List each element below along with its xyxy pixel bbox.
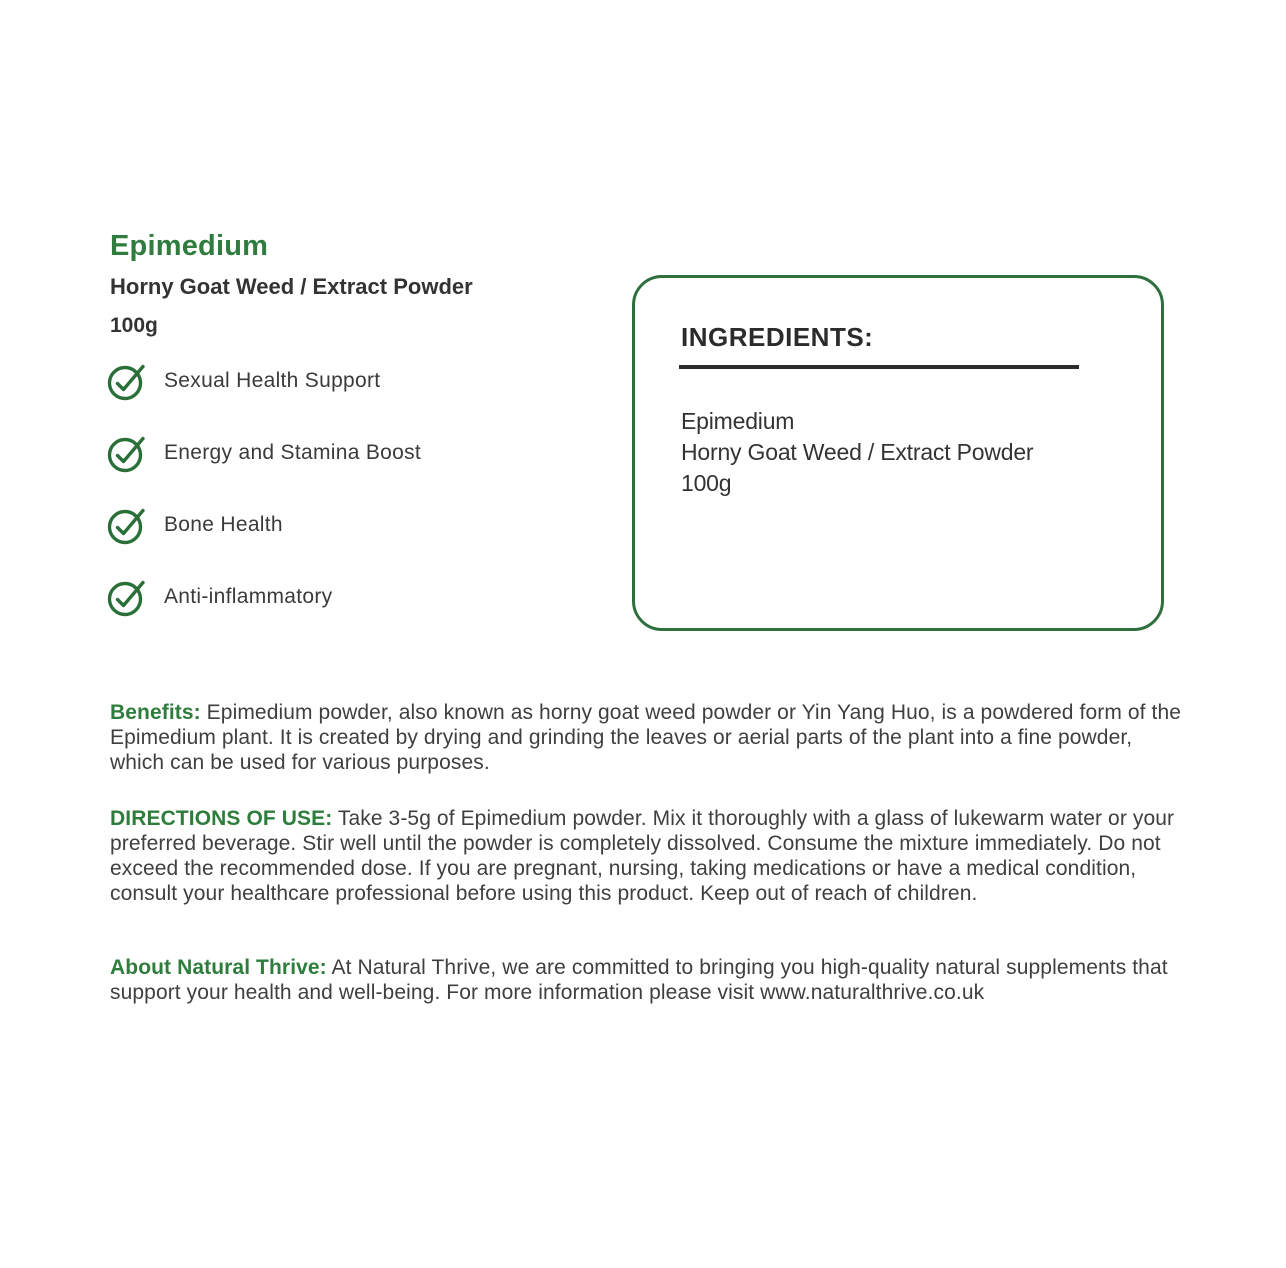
directions-section [110,806,1185,906]
feature-list [106,360,421,648]
feature-label: Anti-inflammatory [164,585,333,608]
check-circle-icon [106,432,150,474]
directions-lead: DIRECTIONS OF USE: [110,807,333,830]
feature-label: Bone Health [164,513,283,536]
benefits-lead: Benefits: [110,701,201,724]
ingredients-heading: INGREDIENTS: [681,322,874,352]
ingredient-line: Epimedium [681,408,795,434]
feature-label: Sexual Health Support [164,369,381,392]
ingredient-line: 100g [681,470,732,496]
product-header [110,230,473,338]
benefits-section [110,700,1185,775]
about-text: At Natural Thrive, we are committed to bringing you high-quality natural supplements that support your health and well-being. For more information please visit www.naturalthrive.co.uk [110,956,1168,1004]
about-section [110,955,1185,1005]
product-weight: 100g [110,314,158,337]
list-item [106,504,421,546]
list-item [106,360,421,402]
check-circle-icon [106,360,150,402]
directions-text: Take 3-5g of Epimedium powder. Mix it thoroughly with a glass of lukewarm water or your preferred beverage. Stir well until the powder is completely dissolved. Consume the mixture immediately. Do not exceed the recommended dose. If you are pregnant, nursing, taking medications or have a medical condition, consult your healthcare professional before using this product. Keep out of reach of children. [110,807,1175,905]
product-subtitle: Horny Goat Weed / Extract Powder [110,274,473,299]
ingredients-list [681,406,1033,499]
about-lead: About Natural Thrive: [110,956,327,979]
ingredient-line: Horny Goat Weed / Extract Powder [681,439,1034,465]
feature-label: Energy and Stamina Boost [164,441,422,464]
check-circle-icon [106,576,150,618]
ingredients-underline [679,365,1079,369]
ingredients-box [632,275,1164,631]
list-item [106,576,421,618]
list-item [106,432,421,474]
benefits-text: Epimedium powder, also known as horny goat weed powder or Yin Yang Huo, is a powdered form of the Epimedium plant. It is created by drying and grinding the leaves or aerial parts of the plant into a fine powder, which can be used for various purposes. [110,701,1181,774]
check-circle-icon [106,504,150,546]
product-title: Epimedium [110,230,269,262]
